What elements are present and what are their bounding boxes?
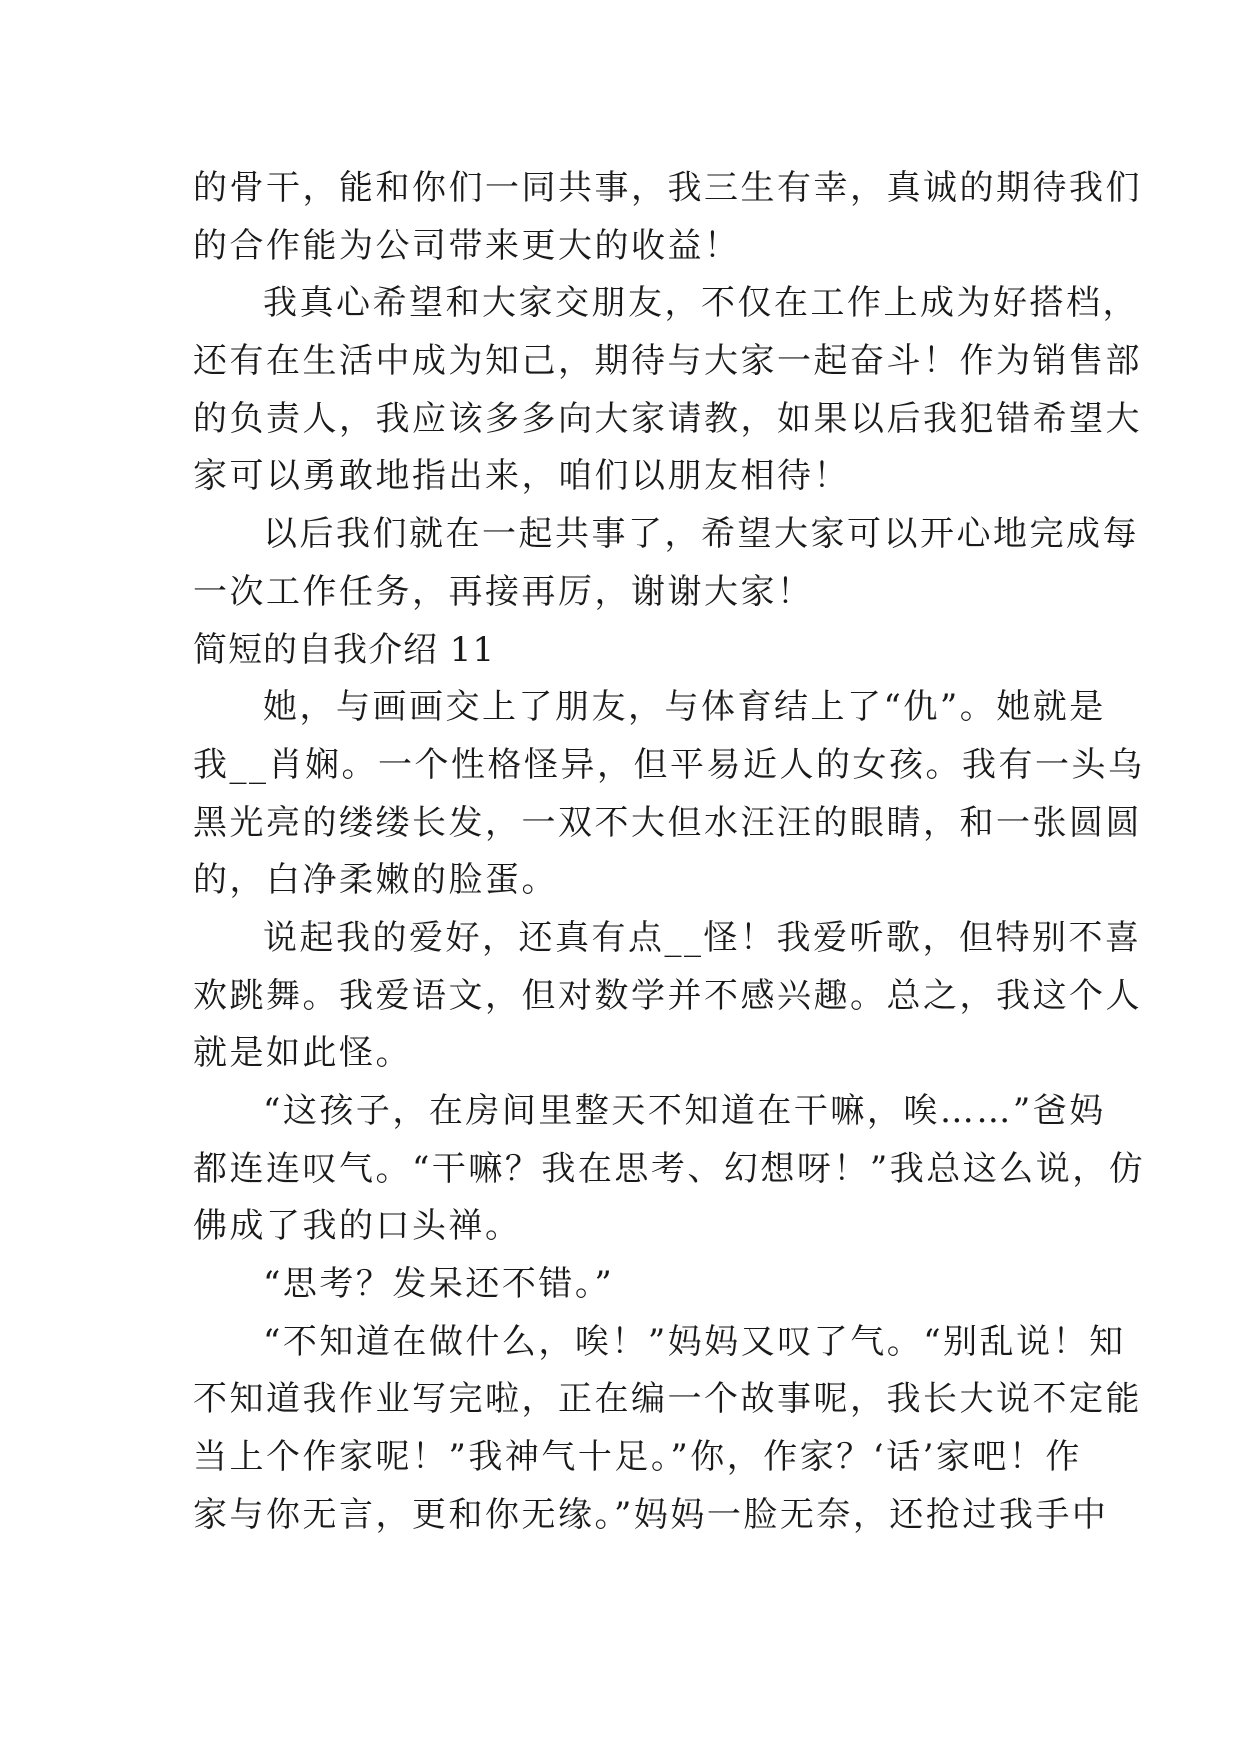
text-line: 当上个作家呢！”我神气十足。”你，作家？‘话’家吧！作 [193, 1437, 1082, 1478]
paragraph-start-line: 说起我的爱好，还真有点__怪！我爱听歌，但特别不喜 [263, 917, 1142, 958]
paragraph-start-line: 以后我们就在一起共事了，希望大家可以开心地完成每 [263, 514, 1139, 555]
text-line: 还有在生活中成为知己，期待与大家一起奋斗！作为销售部 [193, 341, 1142, 382]
text-line: 欢跳舞。我爱语文，但对数学并不感兴趣。总之，我这个人 [193, 975, 1142, 1016]
text-line: 我__肖娴。一个性格怪异，但平易近人的女孩。我有一头乌 [193, 744, 1145, 785]
text-line: 的负责人，我应该多多向大家请教，如果以后我犯错希望大 [193, 398, 1142, 439]
text-line: 家与你无言，更和你无缘。”妈妈一脸无奈，还抢过我手中 [193, 1494, 1109, 1535]
text-line: 黑光亮的缕缕长发，一双不大但水汪汪的眼睛，和一张圆圆 [193, 802, 1142, 843]
paragraph-start-line: “思考？发呆还不错。” [263, 1264, 615, 1305]
text-line: 一次工作任务，再接再厉，谢谢大家！ [193, 571, 814, 612]
section-heading: 简短的自我介绍 11 [193, 629, 496, 670]
text-line: 就是如此怪。 [193, 1033, 412, 1074]
text-line: 都连连叹气。“干嘛？我在思考、幻想呀！”我总这么说，仿 [193, 1148, 1146, 1189]
text-line: 的骨干，能和你们一同共事，我三生有幸，真诚的期待我们 [193, 168, 1142, 208]
text-line: 的，白净柔嫩的脸蛋。 [193, 860, 558, 901]
text-line: 佛成了我的口头禅。 [193, 1206, 522, 1247]
text-line: 不知道我作业写完啦，正在编一个故事呢，我长大说不定能 [193, 1379, 1142, 1420]
text-line: 的合作能为公司带来更大的收益！ [193, 225, 741, 266]
text-line: 家可以勇敢地指出来，咱们以朋友相待！ [193, 456, 850, 497]
paragraph-start-line: 我真心希望和大家交朋友，不仅在工作上成为好搭档， [263, 283, 1139, 324]
paragraph-start-line: “不知道在做什么，唉！”妈妈又叹了气。“别乱说！知 [263, 1321, 1126, 1362]
paragraph-start-line: 她，与画画交上了朋友，与体育结上了“仇”。她就是 [263, 687, 1106, 728]
document-page [193, 160, 1146, 1545]
paragraph-start-line: “这孩子，在房间里整天不知道在干嘛，唉……”爸妈 [263, 1091, 1106, 1131]
